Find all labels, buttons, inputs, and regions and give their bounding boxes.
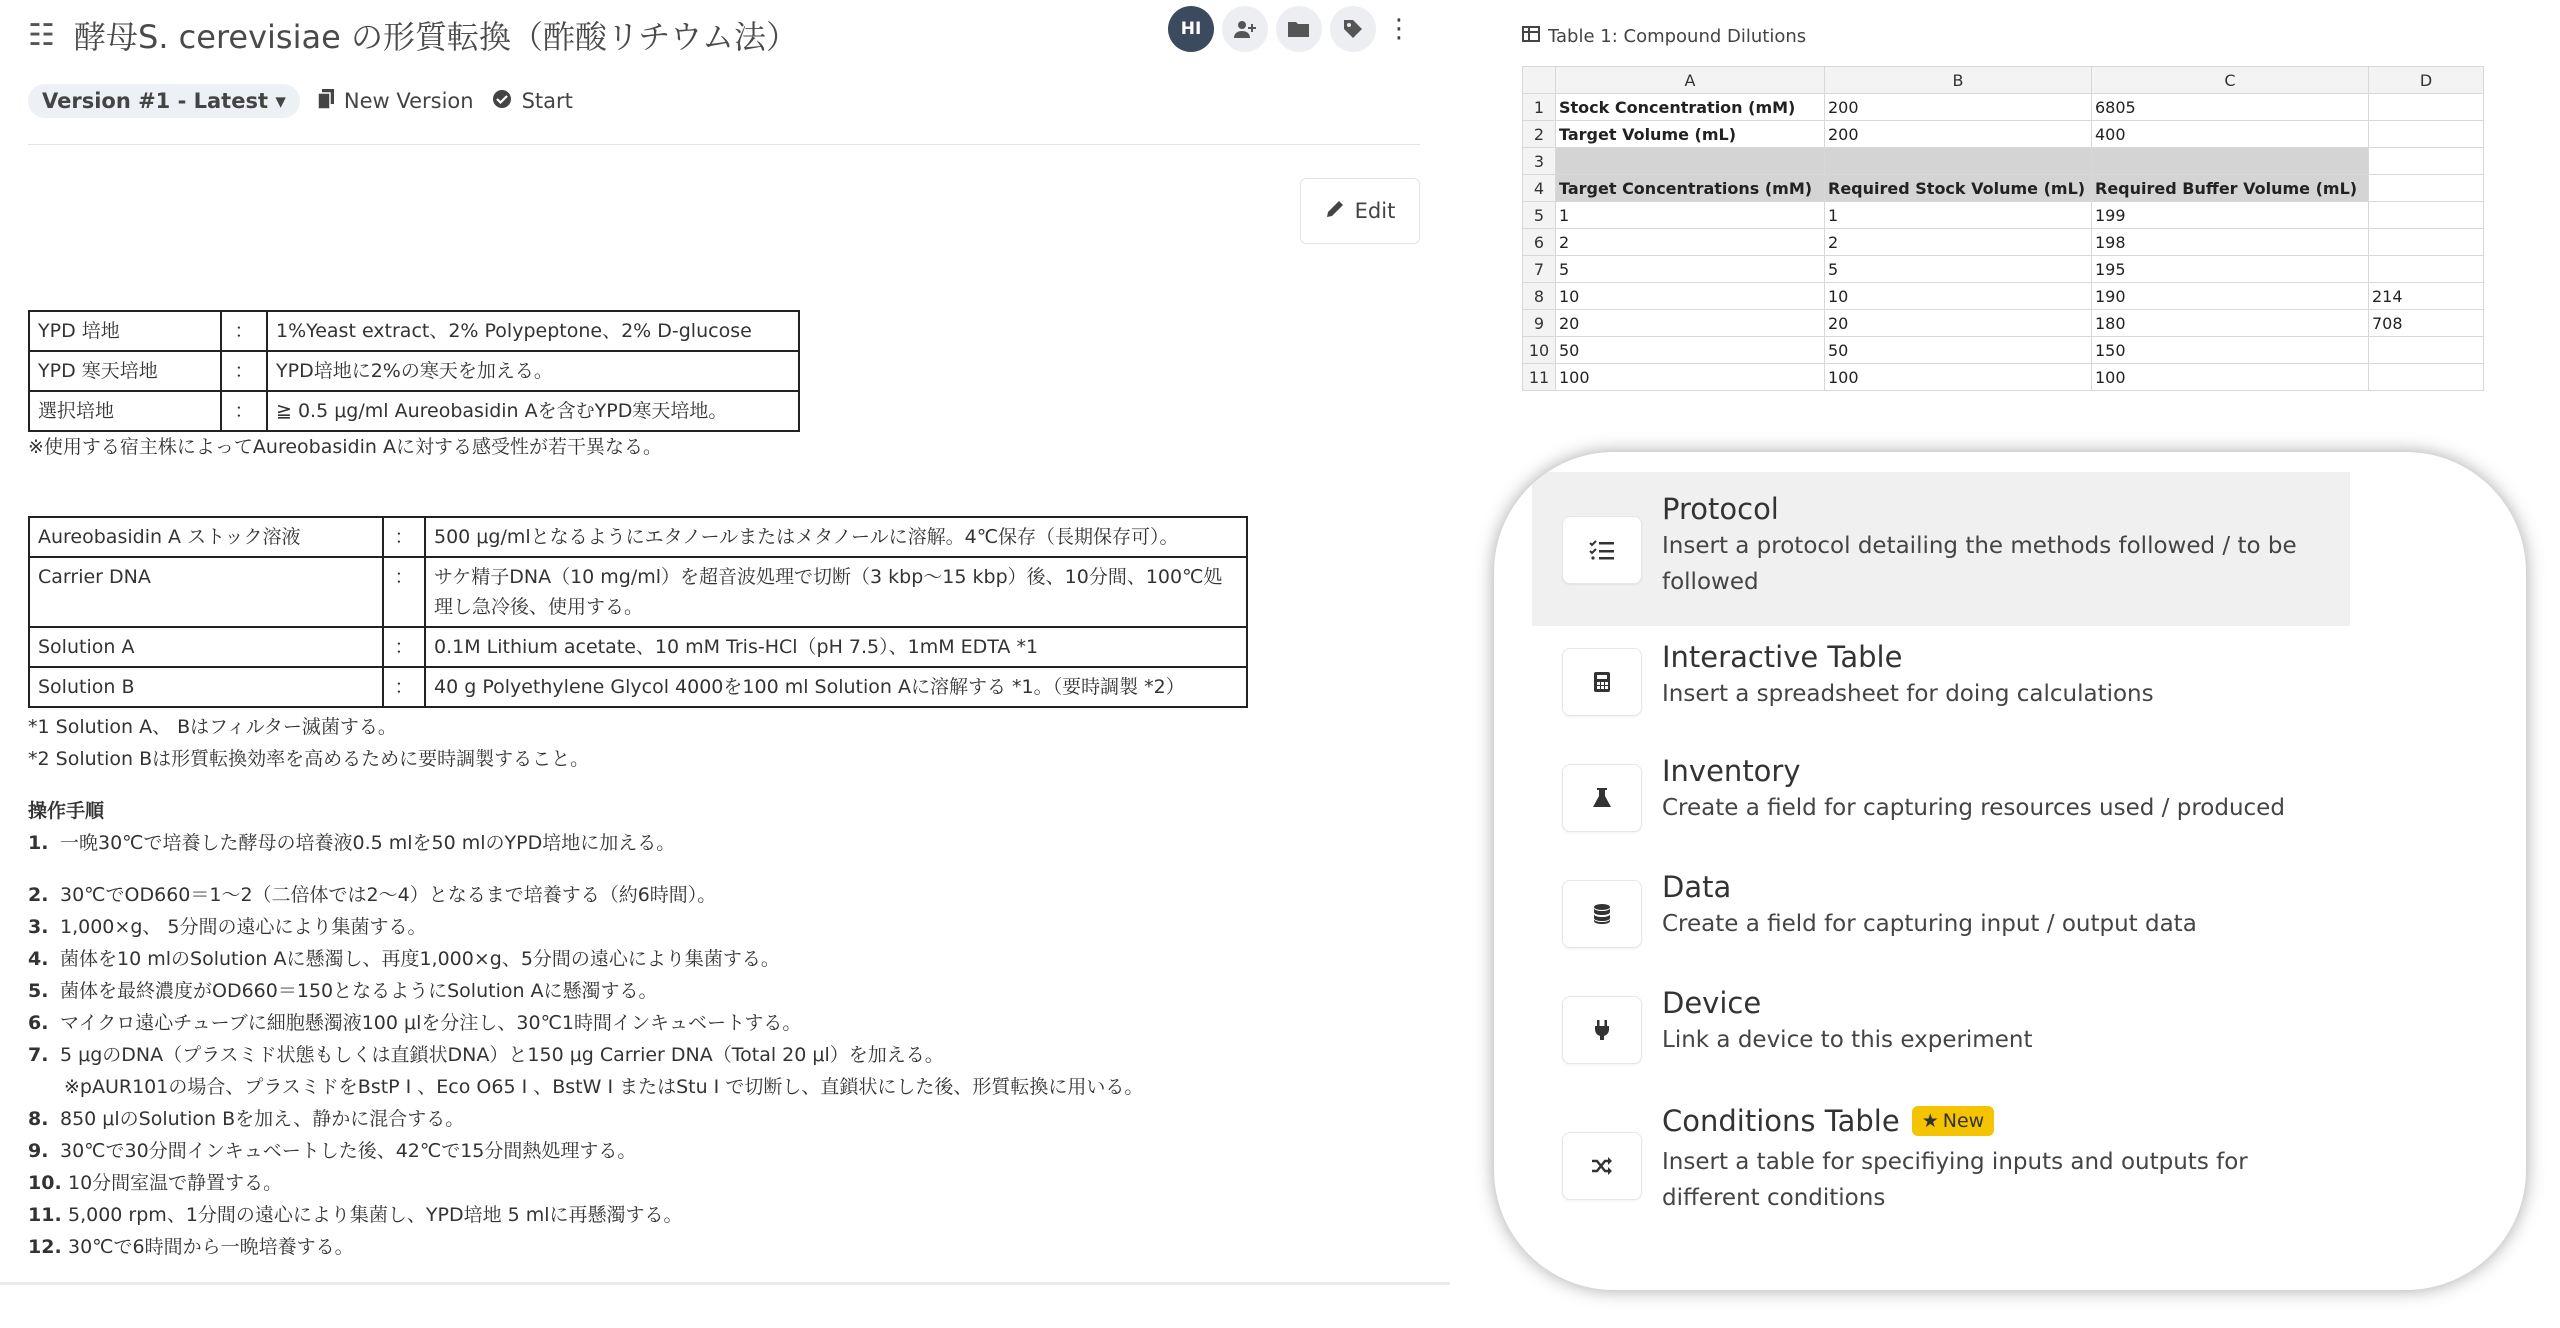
cell[interactable]: 214 (2369, 283, 2484, 310)
version-label: Version #1 - Latest (42, 89, 269, 113)
cell[interactable] (1556, 148, 1825, 175)
table-row (1523, 94, 2484, 121)
step-text: 850 μlのSolution Bを加え、静かに混合する。 (60, 1108, 465, 1130)
menu-item-title: Data (1662, 870, 1732, 904)
table-cell: ： (221, 311, 267, 351)
new-version-button[interactable] (318, 89, 474, 114)
reagent-note-2: *2 Solution Bは形質転換効率を高めるために要時調製すること。 (28, 748, 590, 770)
scroll-boundary (0, 1282, 1450, 1285)
table-row (29, 311, 799, 351)
list-item (28, 1008, 801, 1035)
cell[interactable] (2369, 337, 2484, 364)
cell[interactable]: 20 (1556, 310, 1825, 337)
step-number: 2. (28, 884, 49, 906)
spreadsheet-grid[interactable] (1522, 66, 2484, 391)
check-circle-icon (492, 89, 512, 114)
table-row (1523, 229, 2484, 256)
version-dropdown[interactable] (28, 84, 300, 118)
cell[interactable]: Required Stock Volume (mL) (1825, 175, 2092, 202)
table-cell: ： (383, 557, 425, 627)
star-icon: ★ (1921, 1110, 1939, 1132)
menu-item-conditions-table[interactable] (1532, 1086, 2350, 1236)
cell[interactable] (2369, 148, 2484, 175)
cell[interactable]: Target Concentrations (mM) (1556, 175, 1825, 202)
add-user-icon[interactable] (1222, 6, 1268, 52)
list-check-icon: ☷ (28, 17, 55, 53)
step-number: 12. (28, 1236, 62, 1258)
list-item (28, 880, 716, 907)
table-cell: Carrier DNA (29, 557, 383, 627)
table-cell: Aureobasidin A ストック溶液 (29, 517, 383, 557)
table-row (1523, 256, 2484, 283)
step-text: 30℃で30分間インキュベートした後、42℃で15分間熱処理する。 (60, 1140, 637, 1162)
chevron-down-icon: ▾ (275, 89, 286, 113)
cell[interactable] (2369, 175, 2484, 202)
cell[interactable] (2369, 202, 2484, 229)
table-row (1523, 337, 2484, 364)
table-icon (1522, 26, 1540, 47)
list-item (64, 1072, 1143, 1099)
cell[interactable]: 200 (1825, 94, 2092, 121)
column-header[interactable]: D (2369, 67, 2484, 94)
table-cell: Solution B (29, 667, 383, 707)
menu-item-title: Device (1662, 986, 1762, 1020)
edit-label: Edit (1354, 199, 1396, 223)
table-cell: 500 μg/mlとなるようにエタノールまたはメタノールに溶解。4℃保存（長期保存可）。 (425, 517, 1247, 557)
step-number: 1. (28, 832, 49, 854)
cell[interactable]: 10 (1825, 283, 2092, 310)
table-row (29, 627, 1247, 667)
row-header[interactable]: 5 (1523, 202, 1556, 229)
menu-item-title: Conditions Table (1662, 1104, 1900, 1138)
cell[interactable]: 198 (2092, 229, 2369, 256)
list-item (28, 1104, 464, 1131)
row-header[interactable]: 8 (1523, 283, 1556, 310)
flask-icon (1562, 764, 1642, 832)
cell[interactable]: 100 (1825, 364, 2092, 391)
cell[interactable] (2369, 229, 2484, 256)
table-cell: Solution A (29, 627, 383, 667)
tag-icon[interactable] (1330, 6, 1376, 52)
database-icon (1562, 880, 1642, 948)
list-item (28, 1040, 944, 1067)
cell[interactable] (1825, 148, 2092, 175)
header-actions (1168, 6, 1414, 52)
cell[interactable]: 400 (2092, 121, 2369, 148)
title-row (28, 12, 798, 58)
menu-item-title-row (1662, 1104, 1994, 1138)
shuffle-icon (1562, 1132, 1642, 1200)
list-item (28, 1232, 354, 1259)
table-cell: ： (221, 391, 267, 431)
cell[interactable]: 708 (2369, 310, 2484, 337)
reagent-note-1: *1 Solution A、 Bはフィルター滅菌する。 (28, 716, 397, 738)
step-text: 一晩30℃で培養した酵母の培養液0.5 mlを50 mlのYPD培地に加える。 (60, 832, 676, 854)
step-note: ※pAUR101の場合、プラスミドをBstP I 、Eco O65 I 、BstW I またはStu I で切断し、直鎖状にした後、形質転換に用いる。 (64, 1076, 1144, 1098)
list-item (28, 1168, 282, 1195)
row-header[interactable]: 4 (1523, 175, 1556, 202)
cell[interactable] (2369, 94, 2484, 121)
row-header[interactable]: 7 (1523, 256, 1556, 283)
table-cell: 1%Yeast extract、2% Polypeptone、2% D-glucose (267, 311, 799, 351)
table-cell: 0.1M Lithium acetate、10 mM Tris-HCl（pH 7.5）、1mM EDTA *1 (425, 627, 1247, 667)
menu-item-desc: Link a device to this experiment (1662, 1027, 2033, 1053)
menu-item-desc: Create a field for capturing resources used / produced (1662, 795, 2285, 821)
step-number: 9. (28, 1140, 49, 1162)
table-row (29, 391, 799, 431)
menu-item-device[interactable] (1532, 970, 2350, 1086)
menu-item-data[interactable] (1532, 854, 2350, 970)
step-text: マイクロ遠心チューブに細胞懸濁液100 μlを分注し、30℃1時間インキュベートする。 (60, 1012, 802, 1034)
cell[interactable]: 2 (1825, 229, 2092, 256)
menu-item-title: Protocol (1662, 492, 1779, 526)
step-text: 5,000 rpm、1分間の遠心により集菌し、YPD培地 5 mlに再懸濁する。 (68, 1204, 683, 1226)
table-cell: ： (221, 351, 267, 391)
cell[interactable]: 100 (2092, 364, 2369, 391)
list-item (28, 944, 780, 971)
cell[interactable]: 50 (1825, 337, 2092, 364)
sheet-title-row (1522, 26, 1806, 47)
calculator-icon (1562, 648, 1642, 716)
media-table (28, 310, 800, 432)
cell[interactable]: Target Volume (mL) (1556, 121, 1825, 148)
table-cell: YPD 寒天培地 (29, 351, 221, 391)
cell[interactable]: 1 (1556, 202, 1825, 229)
step-number: 6. (28, 1012, 49, 1034)
start-label: Start (521, 89, 573, 113)
table-row (1523, 175, 2484, 202)
step-text: 30℃でOD660＝1～2（二倍体では2～4）となるまで培養する（約6時間）。 (60, 884, 717, 906)
cell[interactable]: 5 (1825, 256, 2092, 283)
cell[interactable] (2369, 364, 2484, 391)
menu-item-desc: Insert a spreadsheet for doing calculations (1662, 681, 2154, 707)
step-number: 7. (28, 1044, 49, 1066)
step-text: 1,000×g、 5分間の遠心により集菌する。 (60, 916, 427, 938)
list-item (28, 828, 675, 855)
cell[interactable]: 199 (2092, 202, 2369, 229)
step-text: 5 μgのDNA（プラスミド状態もしくは直鎖状DNA）と150 μg Carrier DNA（Total 20 μl）を加える。 (60, 1044, 944, 1066)
table-row (29, 517, 1247, 557)
insert-menu-list (1532, 472, 2350, 1290)
table-row (1523, 202, 2484, 229)
table-row (1523, 148, 2484, 175)
row-header[interactable]: 11 (1523, 364, 1556, 391)
step-number: 10. (28, 1172, 62, 1194)
table-cell: YPD培地に2%の寒天を加える。 (267, 351, 799, 391)
list-item (28, 1200, 683, 1227)
menu-item-desc: Create a field for capturing input / output data (1662, 911, 2197, 937)
avatar[interactable]: HI (1168, 6, 1214, 52)
table-cell: ： (383, 627, 425, 667)
cell[interactable]: 6805 (2092, 94, 2369, 121)
column-header[interactable]: B (1825, 67, 2092, 94)
column-header[interactable]: C (2092, 67, 2369, 94)
cell[interactable]: 20 (1825, 310, 2092, 337)
table-cell: 40 g Polyethylene Glycol 4000を100 ml Solution Aに溶解する *1。（要時調製 *2） (425, 667, 1247, 707)
table-cell: ： (383, 517, 425, 557)
table-cell: ≧ 0.5 μg/ml Aureobasidin Aを含むYPD寒天培地。 (267, 391, 799, 431)
cell[interactable] (2092, 148, 2369, 175)
edit-button[interactable] (1300, 178, 1420, 244)
row-header[interactable]: 10 (1523, 337, 1556, 364)
folder-icon[interactable] (1276, 6, 1322, 52)
cell[interactable]: 1 (1825, 202, 2092, 229)
step-text: 30℃で6時間から一晩培養する。 (68, 1236, 354, 1258)
sheet-title: Table 1: Compound Dilutions (1548, 26, 1807, 47)
menu-item-title: Inventory (1662, 754, 1801, 788)
menu-item-title: Interactive Table (1662, 640, 1903, 674)
cell[interactable]: Required Buffer Volume (mL) (2092, 175, 2369, 202)
cell[interactable]: 180 (2092, 310, 2369, 337)
new-badge (1912, 1106, 1995, 1136)
page-title: 酵母S. cerevisiae の形質転換（酢酸リチウム法） (74, 18, 798, 56)
plug-icon (1562, 996, 1642, 1064)
table-cell: 選択培地 (29, 391, 221, 431)
row-header[interactable]: 9 (1523, 310, 1556, 337)
list-item (28, 1136, 636, 1163)
row-header[interactable]: 2 (1523, 121, 1556, 148)
step-number: 5. (28, 980, 49, 1002)
list-item (28, 976, 658, 1003)
step-number: 3. (28, 916, 49, 938)
corner-cell[interactable] (1523, 67, 1556, 94)
cell[interactable]: 50 (1556, 337, 1825, 364)
step-text: 菌体を10 mlのSolution Aに懸濁し、再度1,000×g、5分間の遠心により集菌する。 (60, 948, 780, 970)
more-options-icon[interactable]: ⋮ (1386, 14, 1412, 44)
table-cell: サケ精子DNA（10 mg/ml）を超音波処理で切断（3 kbp～15 kbp）後、10分間、100℃処理し急冷後、使用する。 (425, 557, 1247, 627)
media-note: ※使用する宿主株によってAureobasidin Aに対する感受性が若干異なる。 (28, 436, 662, 458)
menu-item-desc: Insert a protocol detailing the methods followed / to be followed (1662, 533, 2297, 595)
step-number: 8. (28, 1108, 49, 1130)
column-header-row (1523, 67, 2484, 94)
cell[interactable]: 10 (1556, 283, 1825, 310)
row-header[interactable]: 1 (1523, 94, 1556, 121)
table-row (1523, 283, 2484, 310)
step-text: 10分間室温で静置する。 (68, 1172, 283, 1194)
menu-item-inventory[interactable] (1532, 738, 2350, 854)
table-row (29, 667, 1247, 707)
cell[interactable] (2369, 121, 2484, 148)
menu-item-interactive-table[interactable] (1532, 626, 2350, 738)
table-cell: YPD 培地 (29, 311, 221, 351)
cell[interactable]: 150 (2092, 337, 2369, 364)
column-header[interactable]: A (1556, 67, 1825, 94)
cell[interactable]: 100 (1556, 364, 1825, 391)
new-badge-label: New (1942, 1110, 1985, 1132)
step-number: 11. (28, 1204, 62, 1226)
menu-item-desc: Insert a table for specifiying inputs and outputs for different conditions (1662, 1149, 2248, 1211)
table-row (29, 351, 799, 391)
divider (28, 144, 1420, 145)
row-header[interactable]: 3 (1523, 148, 1556, 175)
start-button[interactable] (492, 89, 573, 114)
table-row (1523, 121, 2484, 148)
pencil-icon (1325, 199, 1345, 224)
cell[interactable]: 5 (1556, 256, 1825, 283)
cell[interactable]: Stock Concentration (mM) (1556, 94, 1825, 121)
row-header[interactable]: 6 (1523, 229, 1556, 256)
table-row (29, 557, 1247, 627)
table-row (1523, 310, 2484, 337)
reagent-table (28, 516, 1248, 708)
steps-heading: 操作手順 (28, 800, 105, 822)
cell[interactable] (2369, 256, 2484, 283)
cell[interactable]: 195 (2092, 256, 2369, 283)
menu-item-protocol[interactable] (1532, 472, 2350, 626)
copy-icon (318, 89, 334, 114)
insert-menu-popup (1494, 452, 2526, 1290)
step-text: 菌体を最終濃度がOD660＝150となるようにSolution Aに懸濁する。 (60, 980, 658, 1002)
table-row (1523, 364, 2484, 391)
cell[interactable]: 2 (1556, 229, 1825, 256)
interactive-table-panel (1508, 0, 2498, 410)
step-number: 4. (28, 948, 49, 970)
checklist-icon (1562, 516, 1642, 584)
cell[interactable]: 190 (2092, 283, 2369, 310)
table-cell: ： (383, 667, 425, 707)
cell[interactable]: 200 (1825, 121, 2092, 148)
new-version-label: New Version (343, 89, 474, 113)
version-toolbar (28, 84, 573, 118)
list-item (28, 912, 427, 939)
